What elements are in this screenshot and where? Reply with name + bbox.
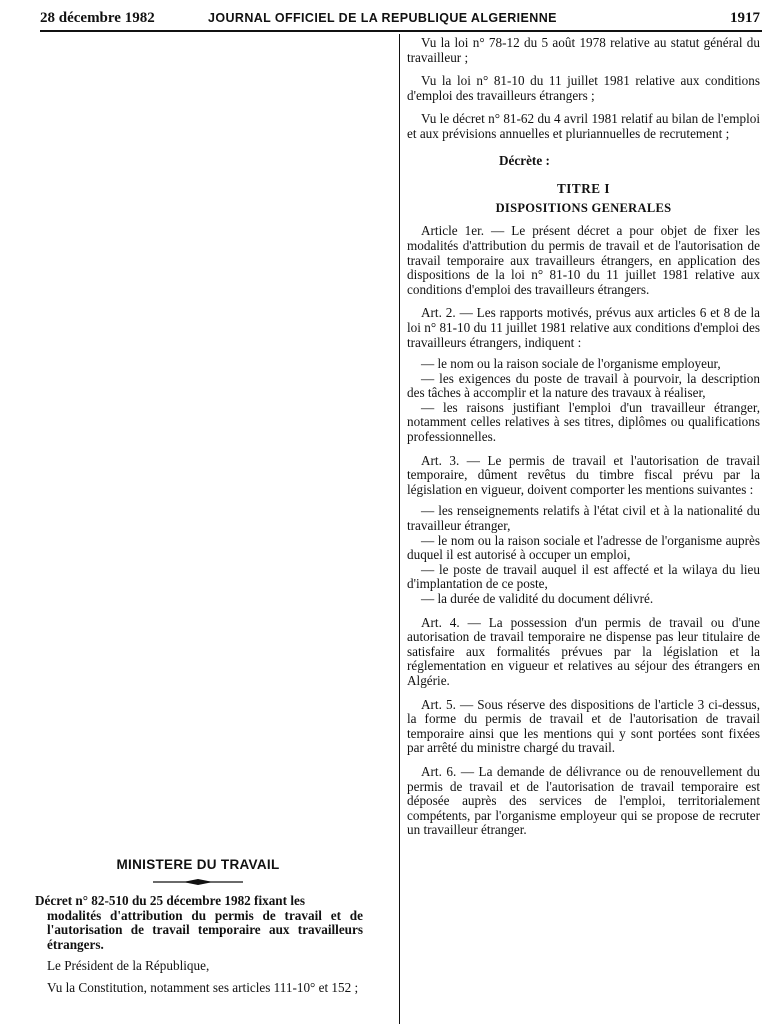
vu-constitution: Vu la Constitution, notamment ses articles 111-10° et 152 ; [47, 979, 359, 995]
article-2: Art. 2. — Les rapports motivés, prévus aux articles 6 et 8 de la loi n° 81-10 du 11 juillet 1981 relative aux conditions d'emploi des travailleurs étrangers, indiquent : [407, 305, 760, 350]
vu-loi-1981: Vu la loi n° 81-10 du 11 juillet 1981 relative aux conditions d'emploi des travailleurs étrangers ; [407, 73, 760, 103]
ornament-rule [153, 878, 243, 886]
issue-date: 28 décembre 1982 [40, 10, 155, 26]
article-4: Art. 4. — La possession d'un permis de travail ou d'une autorisation de travail temporaire ne dispense pas leur titulaire de satisfaire aux formalités prévues par la législation et la réglementation en vigueur et relatives au séjour des étrangers en Algérie. [407, 614, 760, 688]
article-3: Art. 3. — Le permis de travail et l'autorisation de travail temporaire, dûment revêtus du timbre fiscal prévu par la législation en vigueur, doivent comporter les mentions suivantes : [407, 452, 760, 497]
article-6: Art. 6. — La demande de délivrance ou de renouvellement du permis de travail et de l'autorisation de travail temporaire est déposée auprès des services de l'emploi, territorialement compétents, par l'organisme employeur qui se propose de recruter un travailleur étranger. [407, 763, 760, 838]
journal-title: JOURNAL OFFICIEL DE LA REPUBLIQUE ALGERIENNE [208, 11, 557, 25]
vu-decret-1981: Vu le décret n° 81-62 du 4 avril 1981 relatif au bilan de l'emploi et aux prévisions annuelles et pluriannuelles de recrutement ; [407, 111, 760, 141]
page-number: 1917 [730, 10, 760, 26]
article-3-item-c: — le poste de travail auquel il est affecté et la wilaya du lieu d'implantation de ce poste, [407, 561, 760, 592]
column-divider [399, 34, 400, 1024]
article-3-item-d: — la durée de validité du document délivré. [421, 591, 654, 606]
article-1: Article 1er. — Le présent décret a pour objet de fixer les modalités d'attribution du permis de travail et de l'autorisation de travail temporaire aux travailleurs étrangers, en application des dispositions de la loi n° 81-10 du 11 juillet 1981 relative aux conditions d'emploi des travailleurs étrangers. [407, 223, 760, 297]
decree-title-continuation: modalités d'attribution du permis de travail et de l'autorisation de travail temporaire aux travailleurs étrangers. [47, 907, 363, 952]
article-3-item-b: — le nom ou la raison sociale et l'adresse de l'organisme auprès duquel il est autorisé à occuper un emploi, [407, 532, 760, 563]
ministry-heading: MINISTERE DU TRAVAIL [116, 857, 280, 872]
dispositions-heading: DISPOSITIONS GENERALES [495, 200, 672, 215]
decree-title-line1: Décret n° 82-510 du 25 décembre 1982 fixant les [35, 893, 305, 908]
left-column [33, 857, 363, 996]
article-2-item-c: — les raisons justifiant l'emploi d'un travailleur étranger, notamment celles relatives à ses titres, diplômes ou qualifications professionnelles. [407, 399, 760, 445]
titre-heading: TITRE I [557, 181, 610, 197]
vu-loi-1978: Vu la loi n° 78-12 du 5 août 1978 relative au statut général du travailleur ; [407, 35, 760, 65]
article-5: Art. 5. — Sous réserve des dispositions de l'article 3 ci-dessus, la forme du permis de travail et de l'autorisation de travail temporaire ainsi que les mentions qui y sont portées sont fixées par arrêté du ministre chargé du travail. [407, 696, 760, 756]
right-column [407, 36, 760, 838]
page-header [40, 8, 762, 32]
article-2-item-b: — les exigences du poste de travail à pourvoir, la description des tâches à accomplir et la nature des travaux à réaliser, [407, 370, 760, 401]
president-line: Le Président de la République, [47, 958, 210, 974]
article-3-item-a: — les renseignements relatifs à l'état civil et à la nationalité du travailleur étranger, [407, 503, 760, 534]
article-2-item-a: — le nom ou la raison sociale de l'organisme employeur, [421, 356, 721, 372]
decrete-heading: Décrète : [499, 152, 550, 168]
